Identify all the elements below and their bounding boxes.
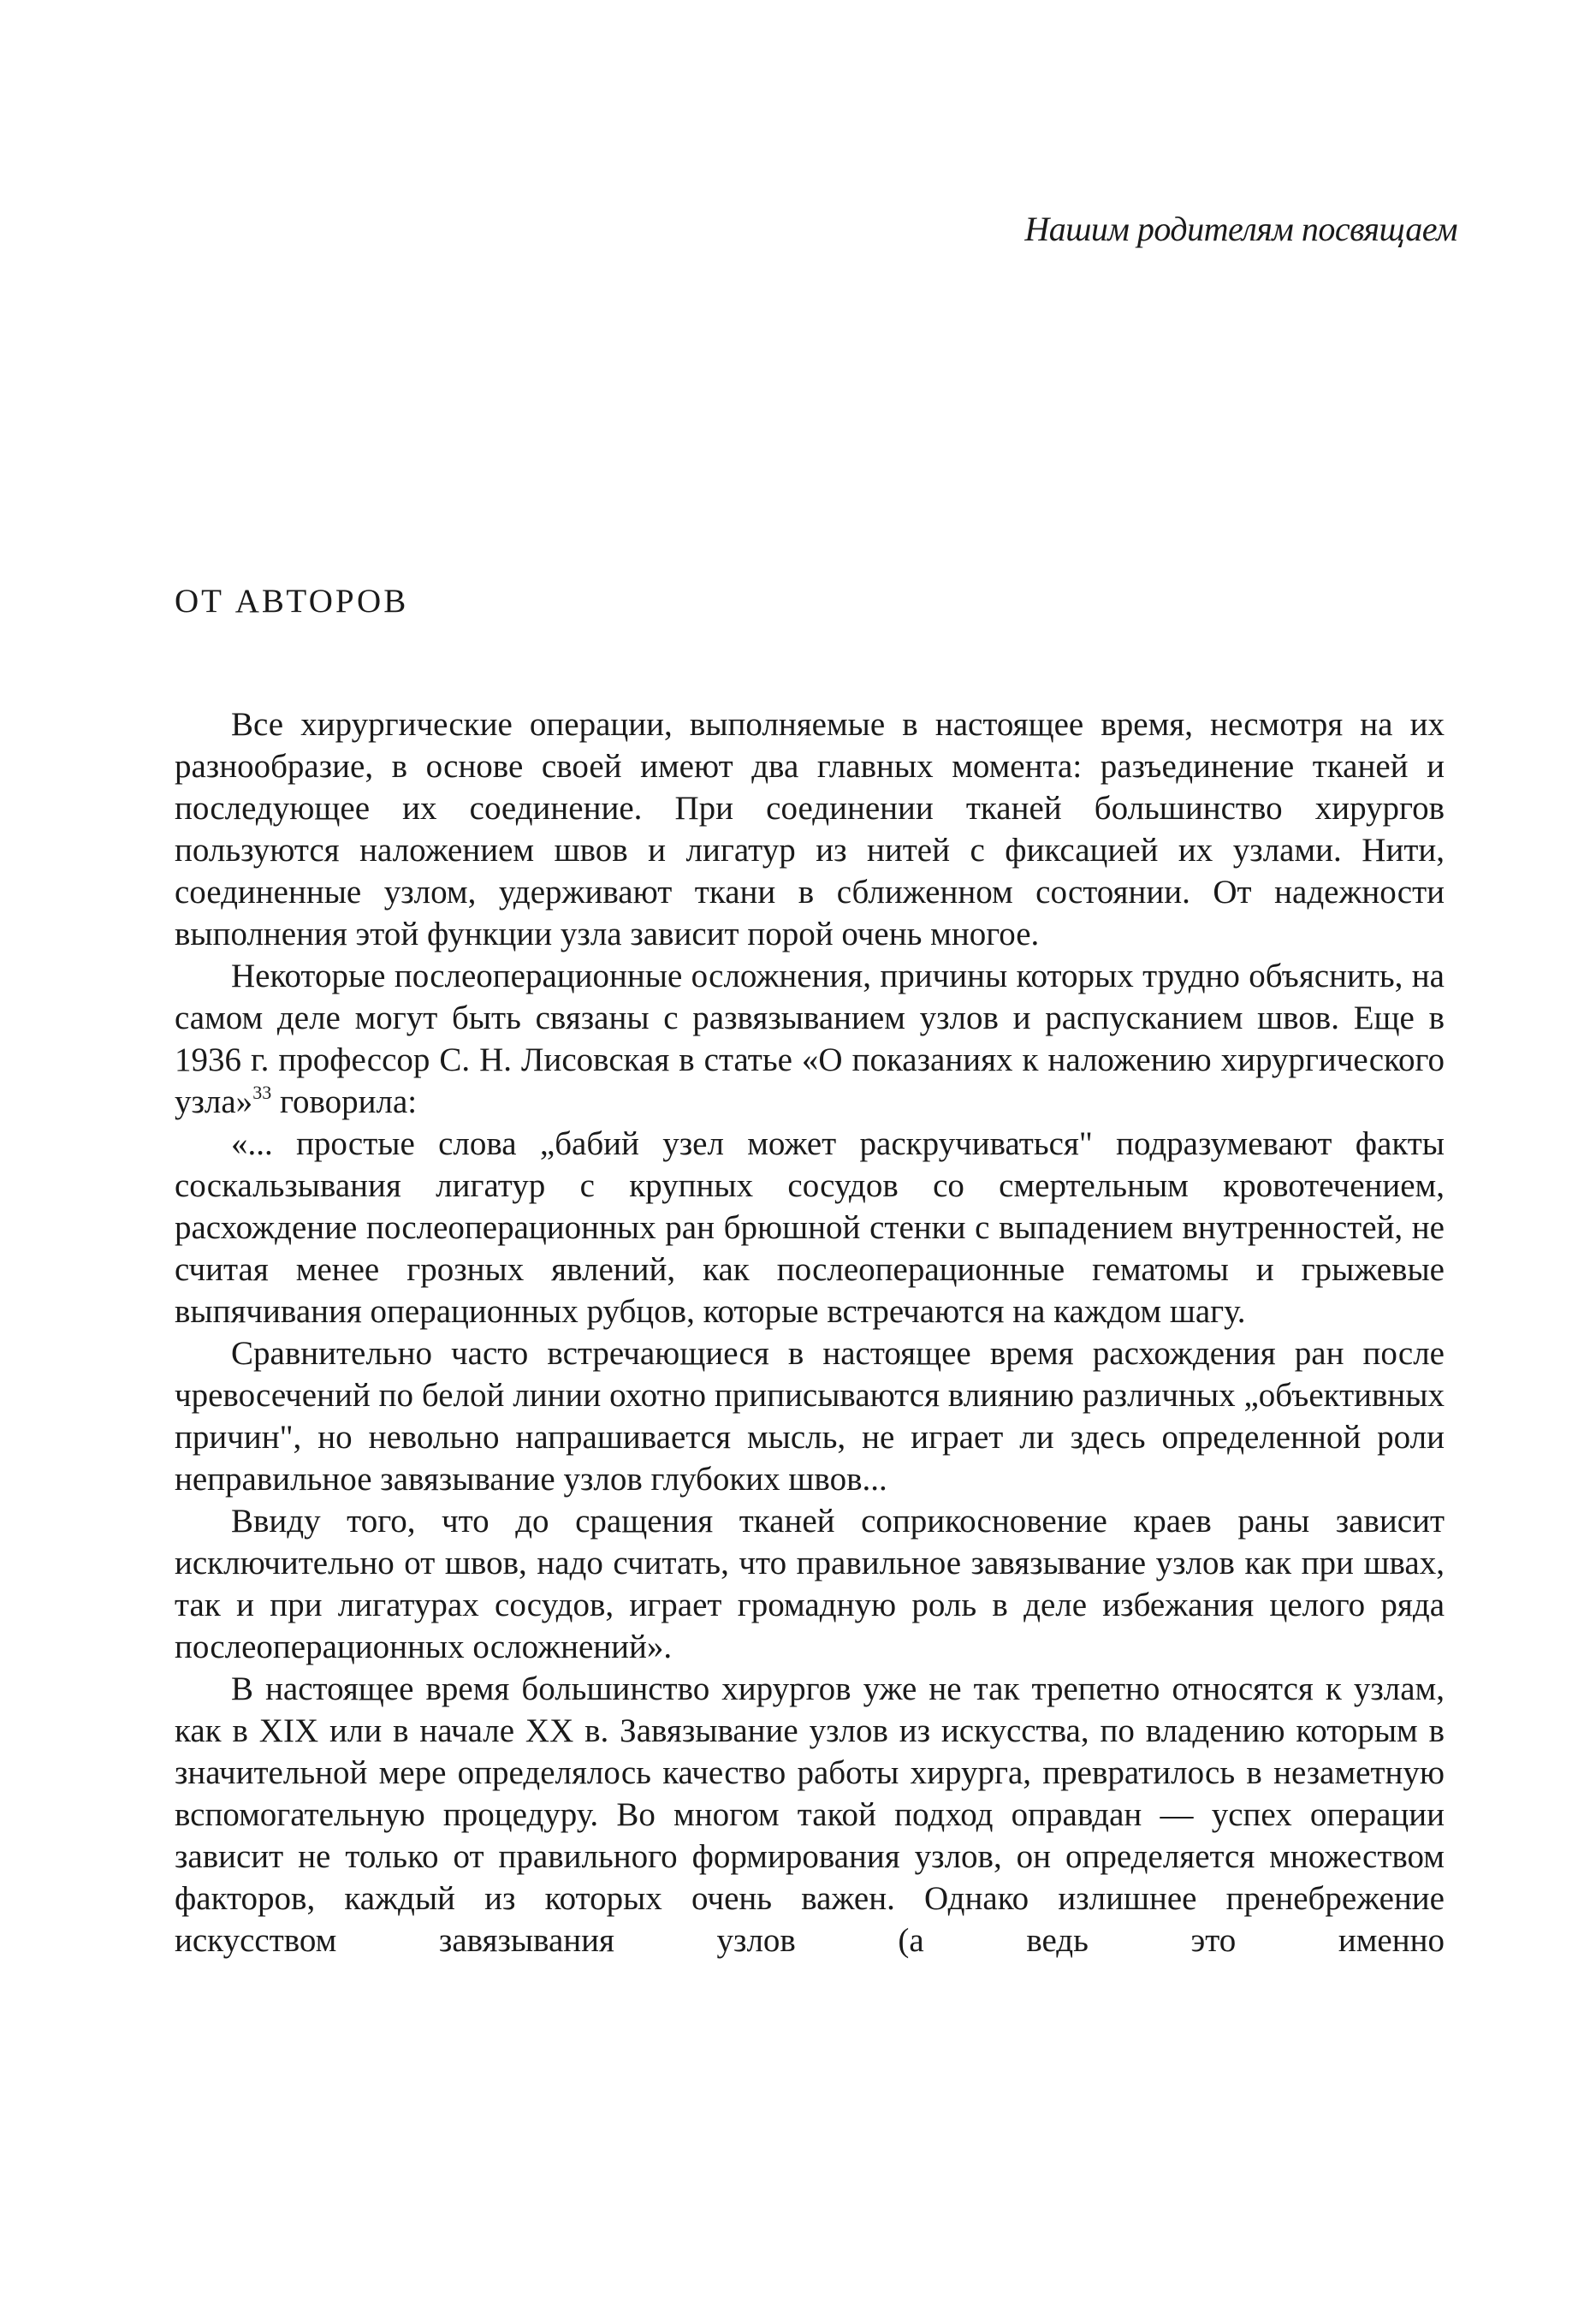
quote-paragraph-1: «... простые слова „бабий узел может раскручиваться" подразумевают факты соскальзывания лигатур с крупных сосудов со смертельным кровотечением, расхождение послеоперационных ран брюшной стенки с выпадением внутренностей, не считая менее грозных явлений, как послеоперационные гематомы и грыжевые выпячивания операционных рубцов, которые встречаются на каждом шагу.: [175, 1125, 1445, 1330]
quote-paragraph-3: Ввиду того, что до сращения тканей соприкосновение краев раны зависит исключительно от швов, надо считать, что правильное завязывание узлов как при швах, так и при лигатурах сосудов, играет громадную роль в деле избежания целого ряда послеоперационных осложнений».: [175, 1503, 1445, 1665]
body-text: [175, 703, 1445, 1961]
section-title: ОТ АВТОРОВ: [175, 583, 409, 620]
quote-paragraph-2: Сравнительно часто встречающиеся в настоящее время расхождения ран после чревосечений по белой линии охотно приписываются влиянию различных „объективных причин", но невольно напрашивается мысль, не играет ли здесь определенной роли неправильное завязывание узлов глубоких швов...: [175, 1335, 1445, 1498]
paragraph-complications: [175, 955, 1445, 1123]
paragraph-intro: Все хирургические операции, выполняемые в настоящее время, несмотря на их разнообразие, в основе своей имеют два главных момента: разъединение тканей и последующее их соединение. При соединении тканей большинство хирургов пользуются наложением швов и лигатур из нитей с фиксацией их узлами. Нити, соединенные узлом, удерживают ткани в сближенном состоянии. От надежности выполнения этой функции узла зависит порой очень многое.: [175, 706, 1445, 952]
paragraph-complications-text: Некоторые послеоперационные осложнения, причины которых трудно объяснить, на самом деле могут быть связаны с развязыванием узлов и распусканием швов. Еще в 1936 г. профессор С. Н. Лисовская в статье «О показаниях к наложению хирургического узла»: [175, 958, 1445, 1120]
paragraph-complications-tail: говорила:: [271, 1083, 418, 1120]
paragraph-modern-practice: В настоящее время большинство хирургов уже не так трепетно относятся к узлам, как в XIX или в начале XX в. Завязывание узлов из искусства, по владению которым в значительной мере определялось качество работы хирурга, превратилось в незаметную вспомогательную процедуру. Во многом такой подход оправдан — успех операции зависит не только от правильного формирования узлов, он определяется множеством факторов, каждый из которых очень важен. Однако излишнее пренебрежение искусством завязывания узлов (а ведь это именно: [175, 1670, 1445, 1959]
dedication: Нашим родителям посвящаем: [1024, 210, 1457, 248]
footnote-reference: 33: [252, 1082, 272, 1103]
